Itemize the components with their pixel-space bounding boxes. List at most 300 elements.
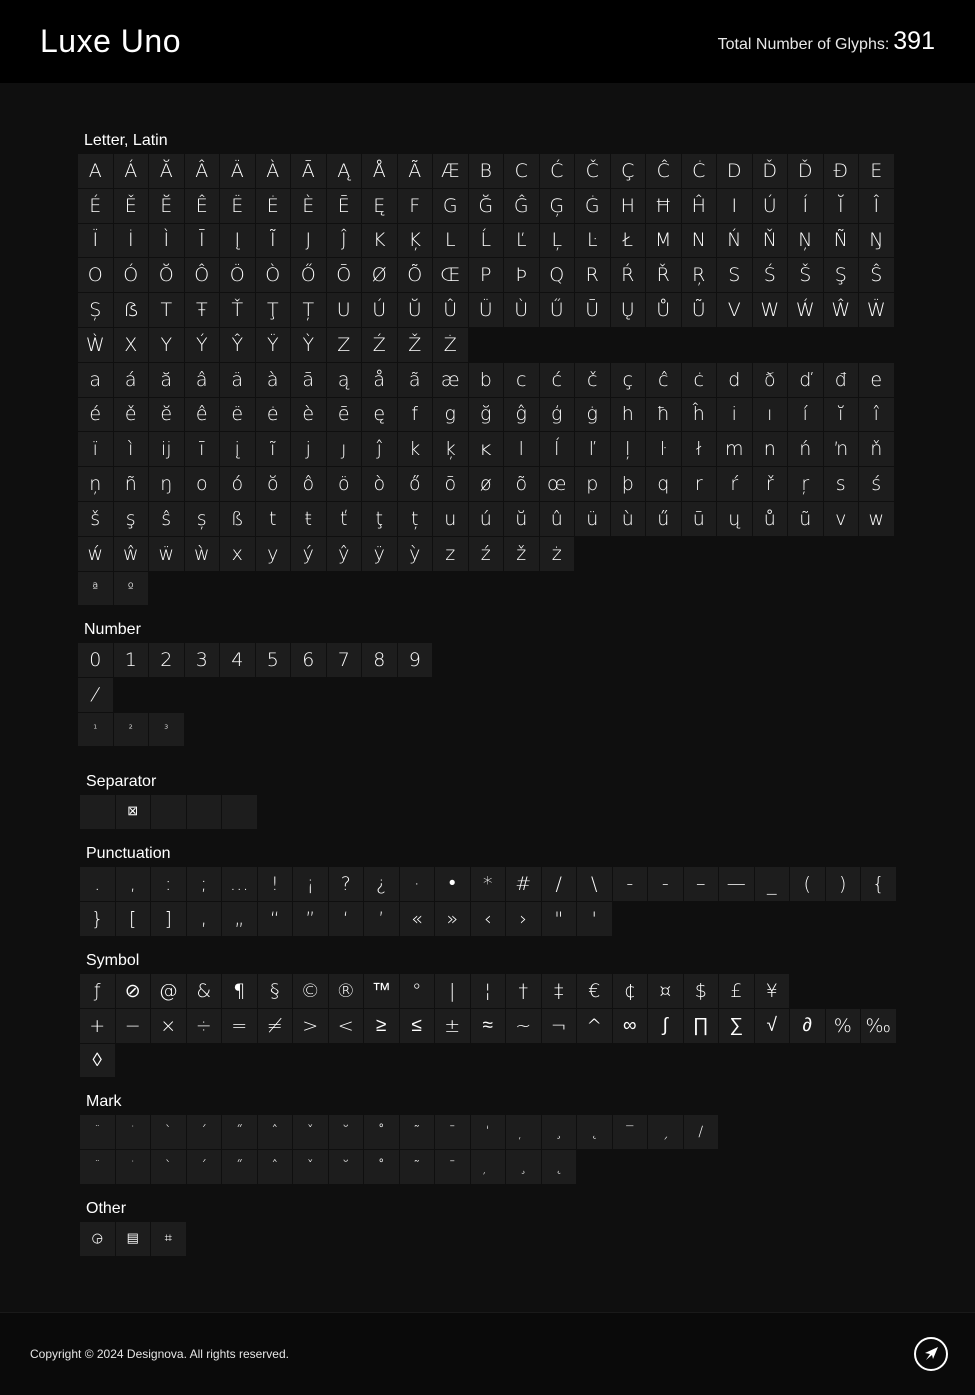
glyph-cell: m [717, 432, 752, 466]
glyph-cell: ˚ [364, 1150, 399, 1184]
glyph-cell: ø [469, 467, 504, 501]
glyph-cell: ‐ [648, 867, 683, 901]
glyph-grid-digits [78, 643, 908, 677]
glyph-cell: W [753, 293, 788, 327]
section-title: Number [84, 621, 141, 638]
glyph-cell: 4 [220, 643, 255, 677]
glyph-cell: ł [682, 432, 717, 466]
glyph-cell: Ş [824, 258, 859, 292]
glyph-cell: ã [398, 363, 433, 397]
glyph-cell: < [329, 1009, 364, 1043]
glyph-cell: ª [78, 572, 113, 606]
glyph-cell: ŋ [149, 467, 184, 501]
glyph-cell: € [577, 974, 612, 1008]
glyph-cell: • [435, 867, 470, 901]
glyph-cell: É [78, 189, 113, 223]
glyph-cell: ż [540, 537, 575, 571]
glyph-cell: Đ [824, 154, 859, 188]
glyph-cell: g [433, 398, 468, 432]
glyph-cell [506, 1115, 541, 1149]
glyph-cell: Ć [540, 154, 575, 188]
glyph-cell: ď [788, 363, 823, 397]
glyph-cell: Ě [114, 189, 149, 223]
glyph-cell: Ď [753, 154, 788, 188]
glyph-cell: ‘ [471, 1115, 506, 1149]
glyph-cell: © [293, 974, 328, 1008]
glyph-cell: ‘ [329, 902, 364, 936]
glyph-cell: E [859, 154, 894, 188]
glyph-cell: Ģ [540, 189, 575, 223]
glyph-cell: ș [185, 502, 220, 536]
glyph-cell: ² [114, 713, 149, 747]
glyph-cell: Ó [114, 258, 149, 292]
glyph-cell: Î [859, 189, 894, 223]
glyph-cell: s [824, 467, 859, 501]
glyph-cell: Ā [291, 154, 326, 188]
glyph-cell: n [753, 432, 788, 466]
glyph-cell: Ė [256, 189, 291, 223]
glyph-cell: ? [329, 867, 364, 901]
glyph-grid-superscripts [78, 713, 908, 747]
glyph-cell: ” [293, 902, 328, 936]
glyph-cell: ō [433, 467, 468, 501]
glyph-cell: ¦ [471, 974, 506, 1008]
glyph-cell: ś [859, 467, 894, 501]
glyph-cell: ţ [362, 502, 397, 536]
glyph-cell: ◶ [80, 1222, 115, 1256]
glyph-cell: f [398, 398, 433, 432]
glyph-cell: ĺ [540, 432, 575, 466]
glyph-cell: v [824, 502, 859, 536]
glyph-cell: Ü [469, 293, 504, 327]
glyph-cell: ] [151, 902, 186, 936]
glyph-cell: Û [433, 293, 468, 327]
glyph-cell: ĸ [469, 432, 504, 466]
glyph-cell: Ŀ [575, 224, 610, 258]
glyph-cell: G [433, 189, 468, 223]
glyph-cell [471, 1150, 506, 1184]
glyph-cell: ¢ [613, 974, 648, 1008]
glyph-cell: ) [826, 867, 861, 901]
glyph-cell: T [149, 293, 184, 327]
glyph-cell: [ [116, 902, 151, 936]
glyph-cell: ˝ [222, 1115, 257, 1149]
copyright-text: Copyright © 2024 Designova. All rights reserved. [30, 1347, 289, 1361]
glyph-cell: ŏ [256, 467, 291, 501]
glyph-cell: ć [540, 363, 575, 397]
glyph-cell: ą [327, 363, 362, 397]
glyph-cell: ĝ [504, 398, 539, 432]
glyph-cell: ċ [682, 363, 717, 397]
glyph-cell: ´ [187, 1115, 222, 1149]
glyph-cell: ‚ [187, 902, 222, 936]
glyph-cell: Ń [717, 224, 752, 258]
glyph-cell: ĳ [149, 432, 184, 466]
section-other [80, 1200, 910, 1256]
glyph-cell: z [433, 537, 468, 571]
glyph-cell: ė [256, 398, 291, 432]
glyph-cell: ¨ [80, 1150, 115, 1184]
glyph-cell: Ő [291, 258, 326, 292]
glyph-cell: Į [220, 224, 255, 258]
glyph-cell: Ø [362, 258, 397, 292]
glyph-cell: ŀ [646, 432, 681, 466]
glyph-cell: ‰ [861, 1009, 896, 1043]
glyph-cell: Ō [327, 258, 362, 292]
glyph-cell: Ĕ [149, 189, 184, 223]
glyph-cell: R [575, 258, 610, 292]
designova-logo-icon[interactable] [914, 1337, 948, 1371]
glyph-cell: ỳ [398, 537, 433, 571]
glyph-cell: ¸ [506, 1150, 541, 1184]
glyph-cell: ˇ [293, 1150, 328, 1184]
glyph-cell: Ŕ [611, 258, 646, 292]
glyph-cell: Š [788, 258, 823, 292]
glyph-cell: ț [398, 502, 433, 536]
glyph-cell: ŝ [149, 502, 184, 536]
section-title: Symbol [86, 952, 140, 969]
glyph-cell: ĉ [646, 363, 681, 397]
glyph-grid-symbol-2 [80, 1009, 910, 1078]
glyph-cell: ð [753, 363, 788, 397]
glyph-cell: 7 [327, 643, 362, 677]
glyph-cell: ` [151, 1115, 186, 1149]
glyph-cell: † [506, 974, 541, 1008]
glyph-cell: ~ [506, 1009, 541, 1043]
glyph-cell: “ [258, 902, 293, 936]
glyph-cell: & [187, 974, 222, 1008]
glyph-cell: Å [362, 154, 397, 188]
glyph-cell: ř [753, 467, 788, 501]
glyph-cell: í [788, 398, 823, 432]
section-latin [78, 132, 908, 605]
glyph-cell: Ś [753, 258, 788, 292]
glyph-cell [187, 795, 222, 829]
glyph-cell: ▤ [116, 1222, 151, 1256]
glyph-cell: 5 [256, 643, 291, 677]
glyph-cell: ‡ [542, 974, 577, 1008]
glyph-cell: Q [540, 258, 575, 292]
glyph-cell: ŭ [504, 502, 539, 536]
glyph-cell: Ĥ [682, 189, 717, 223]
glyph-cell: đ [824, 363, 859, 397]
glyph-cell: ĵ [362, 432, 397, 466]
glyph-cell: ë [220, 398, 255, 432]
glyph-cell: c [504, 363, 539, 397]
glyph-cell: È [291, 189, 326, 223]
glyph-cell: Á [114, 154, 149, 188]
glyph-cell: ý [291, 537, 326, 571]
glyph-cell: , [116, 867, 151, 901]
glyph-cell: ’ [364, 902, 399, 936]
glyph-cell: – [684, 867, 719, 901]
glyph-cell: d [717, 363, 752, 397]
glyph-cell: A [78, 154, 113, 188]
glyph-cell: § [258, 974, 293, 1008]
glyph-cell: ⊠ [116, 795, 151, 829]
glyph-cell: ˝ [222, 1150, 257, 1184]
glyph-cell: ê [185, 398, 220, 432]
glyph-cell: ˏ [648, 1115, 683, 1149]
glyph-cell: K [362, 224, 397, 258]
glyph-cell: Ų [611, 293, 646, 327]
glyph-cell: Ẅ [859, 293, 894, 327]
glyph-cell: Ĝ [504, 189, 539, 223]
glyph-cell: U [327, 293, 362, 327]
glyph-cell: ∞ [613, 1009, 648, 1043]
glyph-cell: : [151, 867, 186, 901]
glyph-cell: ŧ [291, 502, 326, 536]
glyph-cell: Ý [185, 328, 220, 362]
glyph-cell: Ž [398, 328, 433, 362]
glyph-cell: ^ [577, 1009, 612, 1043]
glyph-cell: ˜ [400, 1150, 435, 1184]
glyph-cell: | [435, 974, 470, 1008]
glyph-cell: ˙ [116, 1115, 151, 1149]
section-title: Punctuation [86, 845, 171, 862]
glyph-cell: } [80, 902, 115, 936]
glyph-cell: Í [788, 189, 823, 223]
glyph-cell: Ğ [469, 189, 504, 223]
glyph-cell: ȷ [327, 432, 362, 466]
glyph-cell: ∫ [648, 1009, 683, 1043]
glyph-cell: ŗ [788, 467, 823, 501]
glyph-cell: X [114, 328, 149, 362]
glyph-cell: … [222, 867, 257, 901]
glyph-cell: Â [185, 154, 220, 188]
section-symbol [80, 952, 910, 1077]
glyph-cell: ç [611, 363, 646, 397]
glyph-cell: Ê [185, 189, 220, 223]
glyph-grid-punctuation [80, 867, 910, 936]
glyph-cell: 0 [78, 643, 113, 677]
glyph-cell: $ [684, 974, 719, 1008]
glyph-cell: ŕ [717, 467, 752, 501]
glyph-cell: D [717, 154, 752, 188]
page-footer [0, 1312, 975, 1395]
glyph-cell: ¸ [542, 1115, 577, 1149]
glyph-cell: ť [327, 502, 362, 536]
glyph-cell: b [469, 363, 504, 397]
page-header [0, 0, 975, 83]
glyph-cell: þ [611, 467, 646, 501]
glyph-cell: S [717, 258, 752, 292]
glyph-cell: Ċ [682, 154, 717, 188]
glyph-grid-fraction [78, 678, 908, 712]
glyph-cell: - [613, 867, 648, 901]
glyph-cell: _ [755, 867, 790, 901]
glyph-cell: « [400, 902, 435, 936]
glyph-cell: a [78, 363, 113, 397]
section-title: Separator [86, 773, 157, 790]
glyph-grid-mark-2 [80, 1150, 910, 1184]
glyph-cell: ¿ [364, 867, 399, 901]
glyph-cell: ů [753, 502, 788, 536]
glyph-cell: ņ [78, 467, 113, 501]
glyph-cell: ∕ [684, 1115, 719, 1149]
glyph-cell: ´ [187, 1150, 222, 1184]
glyph-cell: ⊘ [116, 974, 151, 1008]
glyph-cell: √ [755, 1009, 790, 1043]
section-punctuation [80, 845, 910, 936]
glyph-cell: ‹ [471, 902, 506, 936]
glyph-cell: û [540, 502, 575, 536]
glyph-cell: ī [185, 432, 220, 466]
glyph-cell: ˙ [116, 1150, 151, 1184]
glyph-cell: ® [329, 974, 364, 1008]
glyph-cell: ẅ [149, 537, 184, 571]
glyph-cell: Ţ [256, 293, 291, 327]
glyph-cell: ∏ [684, 1009, 719, 1043]
glyph-cell: Ĩ [256, 224, 291, 258]
glyph-cell: î [859, 398, 894, 432]
glyph-cell: q [646, 467, 681, 501]
glyph-cell: ľ [575, 432, 610, 466]
glyph-cell: ! [258, 867, 293, 901]
glyph-cell: ä [220, 363, 255, 397]
glyph-cell: Œ [433, 258, 468, 292]
glyph-cell: ġ [575, 398, 610, 432]
glyph-cell: Ë [220, 189, 255, 223]
glyph-cell: ô [291, 467, 326, 501]
glyph-cell: x [220, 537, 255, 571]
glyph-cell: ¯ [435, 1115, 470, 1149]
glyph-cell: Ŵ [824, 293, 859, 327]
glyph-cell: ˛ [542, 1150, 577, 1184]
glyph-grid-mark-1 [80, 1115, 910, 1149]
glyph-cell: ∂ [790, 1009, 825, 1043]
glyph-cell: Ĉ [646, 154, 681, 188]
glyph-cell: Ŗ [682, 258, 717, 292]
glyph-cell: ẃ [78, 537, 113, 571]
glyph-cell: ¶ [222, 974, 257, 1008]
glyph-cell: ń [788, 432, 823, 466]
glyph-grid-lower [78, 363, 908, 571]
glyph-cell: ¹ [78, 713, 113, 747]
glyph-cell: ‾ [613, 1115, 648, 1149]
glyph-count [718, 27, 935, 56]
glyph-cell: Ĵ [327, 224, 362, 258]
glyph-cell: + [80, 1009, 115, 1043]
glyph-cell: ħ [646, 398, 681, 432]
glyph-cell: * [471, 867, 506, 901]
glyph-cell: y [256, 537, 291, 571]
glyph-cell: > [293, 1009, 328, 1043]
glyph-cell: · [400, 867, 435, 901]
glyph-cell: Ù [504, 293, 539, 327]
glyph-cell: J [291, 224, 326, 258]
glyph-cell: ˆ [258, 1115, 293, 1149]
glyph-cell: Ī [185, 224, 220, 258]
glyph-cell: ā [291, 363, 326, 397]
glyph-cell: k [398, 432, 433, 466]
glyph-cell: ş [114, 502, 149, 536]
glyph-cell: ű [646, 502, 681, 536]
glyph-cell: o [185, 467, 220, 501]
glyph-cell [80, 795, 115, 829]
glyph-grid-ordinals [78, 572, 908, 606]
glyph-cell: Ŷ [220, 328, 255, 362]
glyph-cell: ß [220, 502, 255, 536]
font-name-title: Luxe Uno [40, 23, 181, 59]
glyph-cell [222, 795, 257, 829]
glyph-cell: ï [78, 432, 113, 466]
glyph-cell: # [506, 867, 541, 901]
glyph-cell: Ï [78, 224, 113, 258]
glyph-cell: H [611, 189, 646, 223]
glyph-cell: 6 [291, 643, 326, 677]
glyph-cell: / [542, 867, 577, 901]
glyph-count-value: 391 [893, 27, 935, 55]
glyph-cell: Ț [291, 293, 326, 327]
glyph-cell: Ș [78, 293, 113, 327]
glyph-cell: ˜ [400, 1115, 435, 1149]
glyph-cell: V [717, 293, 752, 327]
glyph-cell: Ŧ [185, 293, 220, 327]
glyph-cell: Ẁ [78, 328, 113, 362]
glyph-cell: 9 [398, 643, 433, 677]
section-title: Letter, Latin [84, 132, 168, 149]
glyph-cell: Ļ [540, 224, 575, 258]
glyph-cell: › [506, 902, 541, 936]
glyph-cell: ž [504, 537, 539, 571]
glyph-cell: Ô [185, 258, 220, 292]
glyph-cell: é [78, 398, 113, 432]
glyph-cell: Ĺ [469, 224, 504, 258]
glyph-cell: á [114, 363, 149, 397]
glyph-cell: × [151, 1009, 186, 1043]
glyph-cell: t [256, 502, 291, 536]
glyph-cell: % [826, 1009, 861, 1043]
glyph-cell: ĩ [256, 432, 291, 466]
glyph-cell [151, 795, 186, 829]
glyph-cell: l [504, 432, 539, 466]
glyph-cell: ` [151, 1150, 186, 1184]
glyph-cell: N [682, 224, 717, 258]
glyph-cell: I [717, 189, 752, 223]
glyph-cell: š [78, 502, 113, 536]
glyph-cell: ñ [114, 467, 149, 501]
glyph-cell: Õ [398, 258, 433, 292]
glyph-cell: ™ [364, 974, 399, 1008]
glyph-cell: ŵ [114, 537, 149, 571]
glyph-cell: ú [469, 502, 504, 536]
glyph-cell: L [433, 224, 468, 258]
glyph-cell: ẞ [114, 293, 149, 327]
glyph-cell: ≥ [364, 1009, 399, 1043]
glyph-cell: Ď [788, 154, 823, 188]
glyph-cell: Y [149, 328, 184, 362]
section-number [78, 621, 908, 746]
glyph-cell: ˆ [258, 1150, 293, 1184]
glyph-cell: r [682, 467, 717, 501]
glyph-cell: ģ [540, 398, 575, 432]
glyph-cell: Ł [611, 224, 646, 258]
glyph-cell: h [611, 398, 646, 432]
glyph-cell: Ä [220, 154, 255, 188]
glyph-cell: 1 [114, 643, 149, 677]
glyph-cell: Ű [540, 293, 575, 327]
glyph-cell: ũ [788, 502, 823, 536]
glyph-cell: Ņ [788, 224, 823, 258]
glyph-cell: 3 [185, 643, 220, 677]
glyph-cell: Ẃ [788, 293, 823, 327]
glyph-cell: F [398, 189, 433, 223]
glyph-cell: ( [790, 867, 825, 901]
glyph-grid-other [80, 1222, 910, 1256]
glyph-cell: − [116, 1009, 151, 1043]
glyph-cell: â [185, 363, 220, 397]
